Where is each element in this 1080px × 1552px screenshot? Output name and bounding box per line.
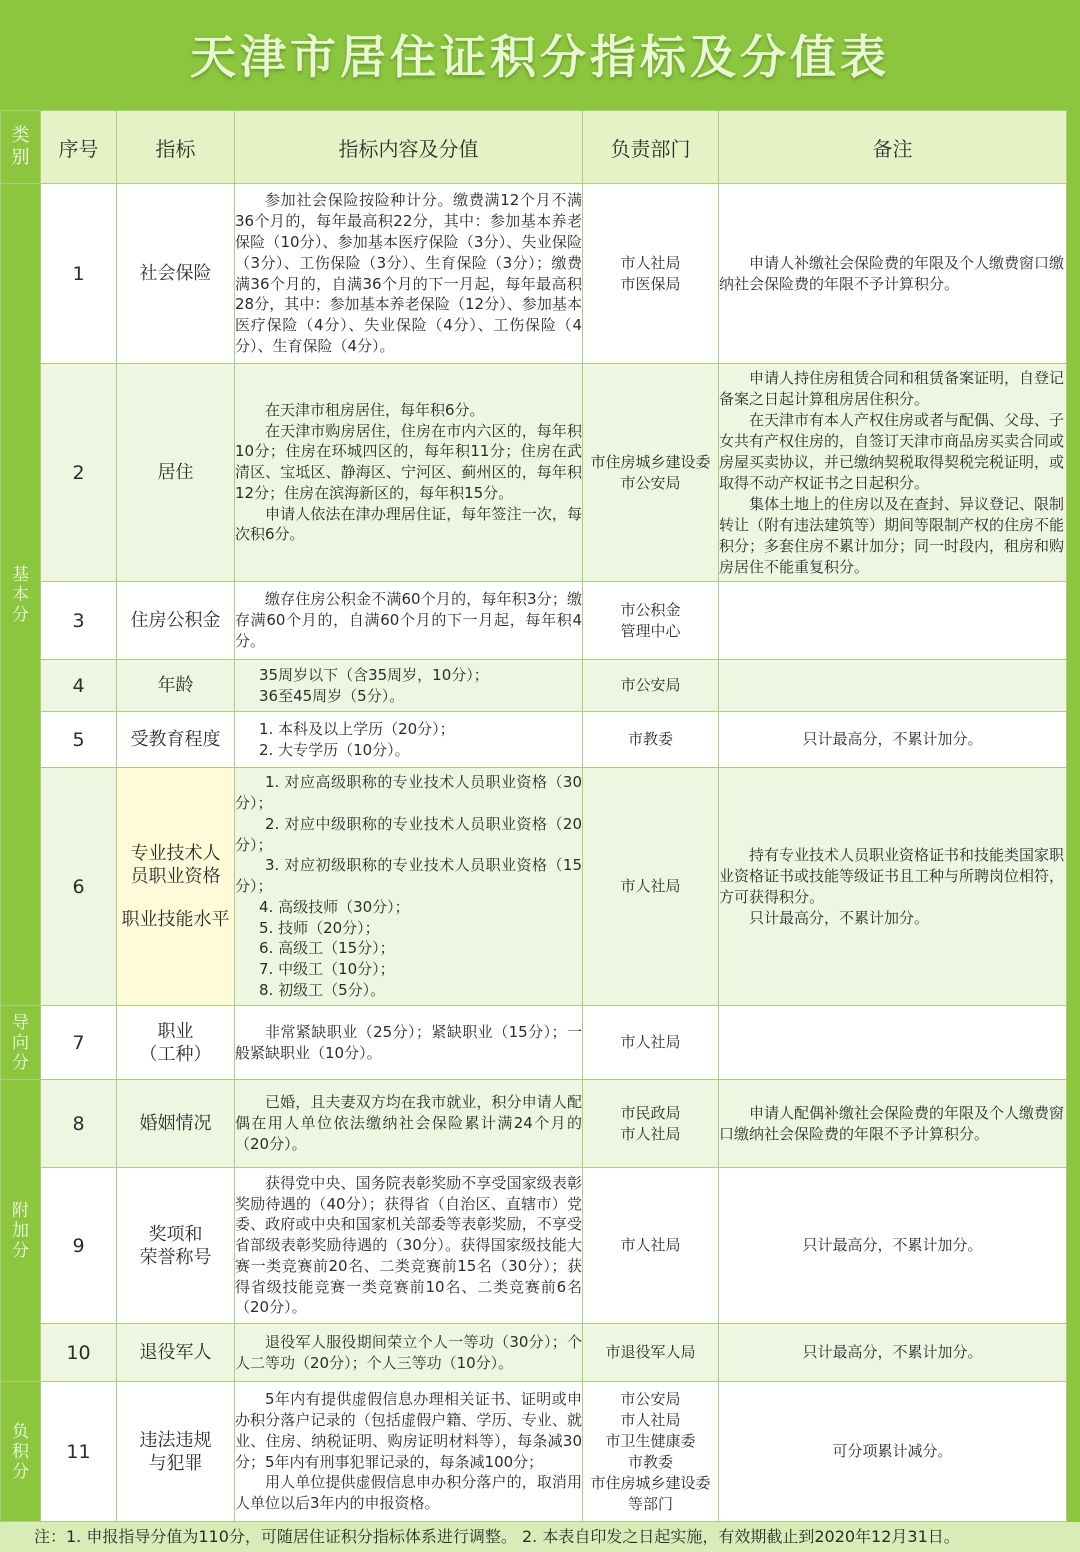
row-number: 5 [41,712,117,768]
row-number: 9 [41,1168,117,1324]
row-number: 10 [41,1324,117,1382]
row-number: 8 [41,1080,117,1168]
row-indicator: 违法违规 与犯罪 [117,1382,235,1522]
row-number: 7 [41,1006,117,1080]
row-dept: 市人社局 市医保局 [583,184,719,364]
table-row [1,1080,1067,1168]
row-dept: 市公安局 市人社局 市卫生健康委 市教委 市住房城乡建设委 等部门 [583,1382,719,1522]
row-content: 1. 本科及以上学历（20分）； 2. 大专学历（10分）。 [235,712,583,768]
row-indicator: 婚姻情况 [117,1080,235,1168]
row-note [719,1006,1067,1080]
row-dept: 市人社局 [583,1168,719,1324]
header-indicator: 指标 [117,111,235,184]
row-number: 4 [41,660,117,712]
row-note: 只计最高分，不累计加分。 [719,712,1067,768]
row-content: 35周岁以下（含35周岁，10分）； 36至45周岁（5分）。 [235,660,583,712]
row-content: 参加社会保险按险种计分。缴费满12个月不满36个月的，每年最高积22分，其中：参加基本养老保险（10分）、参加基本医疗保险（3分）、失业保险（3分）、工伤保险（3分）、生育保险（3分）；缴费满36个月的，自满36个月的下一月起，每年最高积28分，其中：参加基本养老保险（12分）、参加基本医疗保险（4分）、失业保险（4分）、工伤保险（4分）、生育保险（4分）。 [235,184,583,364]
row-indicator: 社会保险 [117,184,235,364]
row-dept: 市民政局 市人社局 [583,1080,719,1168]
table-row [1,1006,1067,1080]
row-note: 申请人补缴社会保险费的年限及个人缴费窗口缴纳社会保险费的年限不予计算积分。 [719,184,1067,364]
row-content: 缴存住房公积金不满60个月的，每年积3分；缴存满60个月的，自满60个月的下一月起，每年积4分。 [235,582,583,660]
row-note: 可分项累计减分。 [719,1382,1067,1522]
row-dept: 市教委 [583,712,719,768]
row-number: 2 [41,364,117,582]
row-indicator: 职业 （工种） [117,1006,235,1080]
category-guide: 导向分 [1,1006,41,1080]
category-negative: 负积分 [1,1382,41,1522]
row-indicator: 居住 [117,364,235,582]
row-content: 退役军人服役期间荣立个人一等功（30分）；个人二等功（20分）；个人三等功（10分）。 [235,1324,583,1382]
table-row [1,712,1067,768]
row-dept: 市公安局 [583,660,719,712]
row-content: 非常紧缺职业（25分）；紧缺职业（15分）；一般紧缺职业（10分）。 [235,1006,583,1080]
table-row [1,364,1067,582]
row-number: 3 [41,582,117,660]
row-indicator: 住房公积金 [117,582,235,660]
table-row [1,582,1067,660]
header-note: 备注 [719,111,1067,184]
row-dept: 市人社局 [583,768,719,1006]
row-content: 5年内有提供虚假信息办理相关证书、证明或申办积分落户记录的（包括虚假户籍、学历、专业、就业、住房、纳税证明、购房证明材料等），每条减30分；5年内有刑事犯罪记录的，每条减100分； 用人单位提供虚假信息申办积分落户的，取消用人单位以后3年内的申报资格。 [235,1382,583,1522]
header-no: 序号 [41,111,117,184]
row-note: 申请人配偶补缴社会保险费的年限及个人缴费窗口缴纳社会保险费的年限不予计算积分。 [719,1080,1067,1168]
table-row [1,660,1067,712]
row-indicator: 年龄 [117,660,235,712]
row-number: 11 [41,1382,117,1522]
row-note [719,582,1067,660]
row-content: 获得党中央、国务院表彰奖励不享受国家级表彰奖励待遇的（40分）；获得省（自治区、直辖市）党委、政府或中央和国家机关部委等表彰奖励，不享受省部级表彰奖励待遇的（30分）。获得国家级技能大赛一类竞赛前20名、二类竞赛前15名（30分）；获得省级技能竞赛一类竞赛前10名、二类竞赛前6名（20分）。 [235,1168,583,1324]
row-indicator: 退役军人 [117,1324,235,1382]
row-dept: 市人社局 [583,1006,719,1080]
row-content: 已婚，且夫妻双方均在我市就业，积分申请人配偶在用人单位依法缴纳社会保险累计满24个月的（20分）。 [235,1080,583,1168]
page-title: 天津市居住证积分指标及分值表 [190,30,890,84]
row-number: 1 [41,184,117,364]
row-note [719,660,1067,712]
row-dept: 市公积金 管理中心 [583,582,719,660]
table-row [1,1168,1067,1324]
row-content: 1. 对应高级职称的专业技术人员职业资格（30分）； 2. 对应中级职称的专业技术人员职业资格（20分）； 3. 对应初级职称的专业技术人员职业资格（15分）； 4. 高级技师（30分）； 5. 技师（20分）； 6. 高级工（15分）； 7. 中级工（10分）； 8. 初级工（5分）。 [235,768,583,1006]
row-note: 只计最高分，不累计加分。 [719,1324,1067,1382]
row-indicator: 受教育程度 [117,712,235,768]
row-note: 只计最高分，不累计加分。 [719,1168,1067,1324]
footer-note: 注：1. 申报指导分值为110分，可随居住证积分指标体系进行调整。 2. 本表自印发之日起实施，有效期截止到2020年12月31日。 [0,1522,1080,1552]
table-row [1,768,1067,1006]
row-note: 申请人持住房租赁合同和租赁备案证明，自登记备案之日起计算租房居住积分。 在天津市有本人产权住房或者与配偶、父母、子女共有产权住房的，自签订天津市商品房买卖合同或房屋买卖协议，并已缴纳契税取得契税完税证明，或取得不动产权证书之日起积分。 集体土地上的住房以及在查封、异议登记、限制转让（附有违法建筑等）期间等限制产权的住房不能积分；多套住房不累计加分；同一时段内，租房和购房居住不能重复积分。 [719,364,1067,582]
row-indicator: 奖项和 荣誉称号 [117,1168,235,1324]
table-row [1,1382,1067,1522]
row-content: 在天津市租房居住，每年积6分。 在天津市购房居住，住房在市内六区的，每年积10分；住房在环城四区的，每年积11分；住房在武清区、宝坻区、静海区、宁河区、蓟州区的，每年积12分；住房在滨海新区的，每年积15分。 申请人依法在津办理居住证，每年签注一次，每次积6分。 [235,364,583,582]
header-row [1,111,1067,184]
table-row [1,184,1067,364]
row-indicator: 专业技术人 员职业资格 职业技能水平 [117,768,235,1006]
row-dept: 市退役军人局 [583,1324,719,1382]
header-category: 类别 [1,111,41,184]
points-table [0,110,1067,1522]
row-note: 持有专业技术人员职业资格证书和技能类国家职业资格证书或技能等级证书且工种与所聘岗位相符，方可获得积分。 只计最高分，不累计加分。 [719,768,1067,1006]
header-content: 指标内容及分值 [235,111,583,184]
table-row [1,1324,1067,1382]
row-dept: 市住房城乡建设委 市公安局 [583,364,719,582]
row-number: 6 [41,768,117,1006]
category-extra: 附加分 [1,1080,41,1382]
category-basic: 基本分 [1,184,41,1006]
header-dept: 负责部门 [583,111,719,184]
